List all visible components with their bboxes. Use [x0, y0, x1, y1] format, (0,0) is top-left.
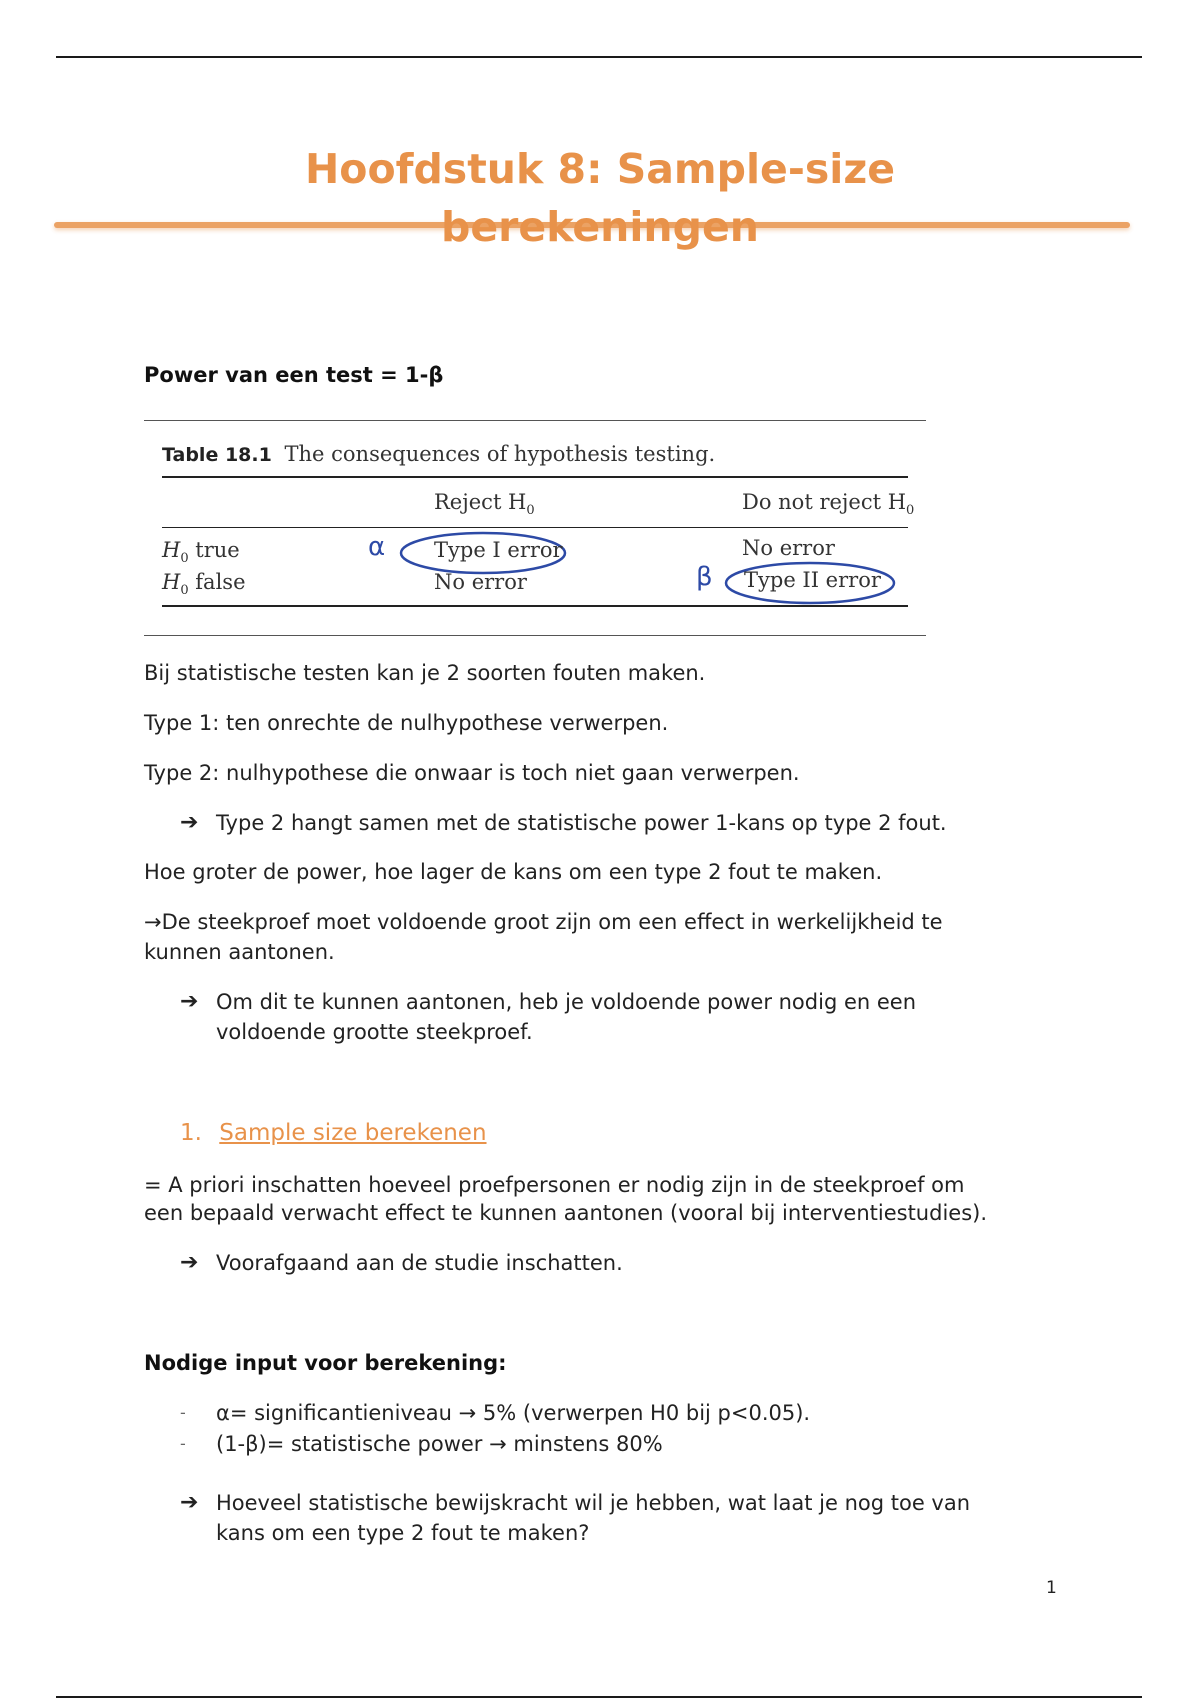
page-title-line2: berekeningen [441, 203, 759, 251]
paragraph-two-errors: Bij statistische testen kan je 2 soorten fouten maken. [144, 661, 706, 685]
input-item-power-text: (1-β)= statistische power → minstens 80% [216, 1432, 663, 1456]
cell-no-error-r2: No error [434, 570, 527, 594]
row-label-h0-false-sub: 0 [180, 583, 189, 599]
row-label-h0-true-text: true [188, 538, 240, 562]
bullet-dash: - [180, 1434, 186, 1453]
beta-annotation: β [696, 562, 713, 592]
col-header-reject [434, 490, 535, 518]
table-rule-2 [162, 527, 908, 528]
section-1-definition-line2: een bepaald verwacht effect te kunnen aantonen (vooral bij interventiestudies). [144, 1201, 988, 1225]
section-1-title: Sample size berekenen [219, 1120, 487, 1146]
arrow-item-demonstrate-line2: voldoende grootte steekproef. [216, 1020, 533, 1044]
arrow-item-beforehand [180, 1248, 1080, 1278]
power-heading: Power van een test = 1-β [144, 363, 444, 387]
section-1-number: 1. [180, 1120, 202, 1146]
figure-bottom-border [144, 635, 926, 636]
paragraph-power-relation: Hoe groter de power, hoe lager de kans om een type 2 fout te maken. [144, 860, 883, 884]
row-label-h0-true-sub: 0 [180, 551, 189, 567]
table-rule-1 [162, 476, 908, 478]
bullet-dash: - [180, 1403, 186, 1422]
table-caption [162, 442, 715, 466]
col-header-not-reject-sub: 0 [906, 503, 915, 519]
table-rule-3 [162, 605, 908, 607]
arrow-item-evidence [180, 1488, 1080, 1548]
cell-type1-error: Type I error [434, 538, 563, 562]
cell-type2-error: Type II error [744, 568, 881, 592]
paragraph-type2: Type 2: nulhypothese die onwaar is toch niet gaan verwerpen. [144, 761, 800, 785]
table-caption-label: Table 18.1 [162, 444, 272, 466]
paragraph-sample-line2: kunnen aantonen. [144, 940, 335, 964]
col-header-not-reject [742, 490, 914, 518]
hypothesis-table-figure [144, 420, 926, 636]
paragraph-type1: Type 1: ten onrechte de nulhypothese verwerpen. [144, 711, 669, 735]
row-label-h0-true [162, 538, 240, 566]
footer-rule [56, 1696, 1142, 1698]
arrow-icon: ➔ [180, 1250, 199, 1275]
input-item-alpha [180, 1398, 1080, 1428]
arrow-item-power [180, 808, 1080, 838]
input-item-power [180, 1429, 1080, 1459]
arrow-item-power-text: Type 2 hangt samen met de statistische power 1-kans op type 2 fout. [216, 811, 947, 835]
cell-no-error-r1: No error [742, 536, 835, 560]
row-label-h0-false [162, 570, 246, 598]
arrow-item-beforehand-text: Voorafgaand aan de studie inschatten. [216, 1251, 623, 1275]
col-header-not-reject-text: Do not reject H [742, 490, 907, 514]
section-1-heading [180, 1117, 487, 1149]
row-label-h0-false-h: H [162, 570, 181, 594]
row-label-h0-true-h: H [162, 538, 181, 562]
alpha-annotation: α [368, 532, 386, 562]
page-title-line1: Hoofdstuk 8: Sample-size [304, 145, 896, 193]
arrow-icon: ➔ [180, 810, 199, 835]
arrow-item-evidence-line2: kans om een type 2 fout te maken? [216, 1521, 590, 1545]
arrow-item-demonstrate [180, 987, 1080, 1047]
col-header-reject-sub: 0 [526, 503, 535, 519]
paragraph-sample-line1: →De steekproef moet voldoende groot zijn om een effect in werkelijkheid te [144, 910, 943, 934]
section-1-definition-line1: = A priori inschatten hoeveel proefpersonen er nodig zijn in de steekproef om [144, 1173, 965, 1197]
input-item-alpha-text: α= significantieniveau → 5% (verwerpen H0 bij p<0.05). [216, 1401, 811, 1425]
header-rule [56, 56, 1142, 58]
col-header-reject-text: Reject H [434, 490, 527, 514]
page-number: 1 [1046, 1578, 1057, 1598]
table-caption-text: The consequences of hypothesis testing. [284, 442, 716, 466]
arrow-item-demonstrate-line1: Om dit te kunnen aantonen, heb je voldoende power nodig en een [216, 990, 917, 1014]
arrow-item-evidence-line1: Hoeveel statistische bewijskracht wil je hebben, wat laat je nog toe van [216, 1491, 971, 1515]
arrow-icon: ➔ [180, 1490, 199, 1515]
arrow-icon: ➔ [180, 989, 199, 1014]
input-heading: Nodige input voor berekening: [144, 1351, 507, 1375]
figure-top-border [144, 420, 926, 421]
row-label-h0-false-text: false [188, 570, 246, 594]
